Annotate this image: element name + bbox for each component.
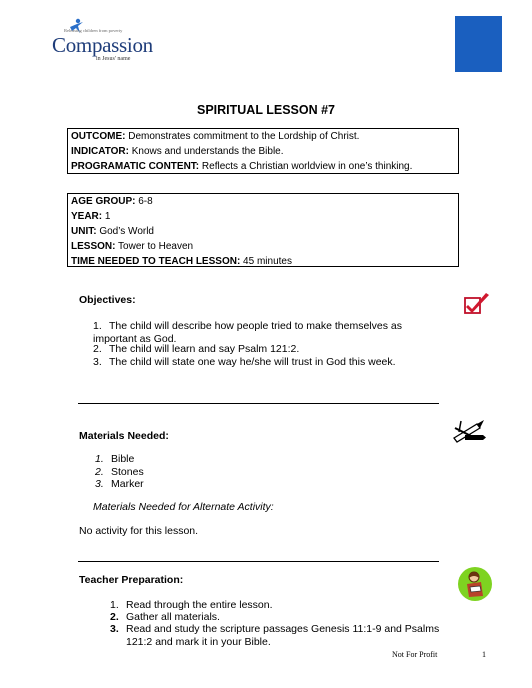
age-group-label: AGE GROUP:	[71, 196, 136, 207]
outcome-box	[67, 128, 459, 174]
outcome-row	[71, 129, 455, 144]
time-needed-label: TIME NEEDED TO TEACH LESSON:	[71, 256, 241, 267]
alternate-activity-text: No activity for this lesson.	[79, 525, 199, 537]
logo-subtitle: in Jesus' name	[96, 56, 131, 62]
blue-brush-block	[455, 16, 502, 72]
material-item-1	[95, 453, 134, 466]
preparation-number: 1.	[110, 599, 119, 611]
year-label: YEAR:	[71, 211, 103, 222]
objective-item-3	[93, 356, 396, 369]
year-value: 1	[102, 211, 111, 222]
material-number: 3.	[95, 478, 104, 490]
lesson-info-box	[67, 193, 459, 267]
preparation-number: 3.	[110, 623, 119, 635]
indicator-value: Knows and understands the Bible.	[128, 146, 284, 157]
age-group-row	[71, 194, 455, 209]
preparation-text: Read through the entire lesson.	[126, 599, 273, 611]
indicator-row	[71, 144, 455, 159]
programatic-content-value: Reflects a Christian worldview in one’s thinking.	[199, 161, 413, 172]
material-text: Marker	[111, 478, 144, 490]
unit-label: UNIT:	[71, 226, 97, 237]
outcome-label: OUTCOME:	[71, 131, 126, 142]
objective-number: 3.	[93, 356, 102, 368]
alternate-materials-heading: Materials Needed for Alternate Activity:	[93, 501, 274, 513]
page-title: SPIRITUAL LESSON #7	[197, 103, 335, 117]
preparation-text: Read and study the scripture passages Genesis 11:1-9 and Psalms	[126, 623, 440, 635]
section-divider	[78, 561, 439, 562]
lesson-value: Tower to Heaven	[115, 241, 194, 252]
unit-value: God’s World	[96, 226, 154, 237]
objective-text: The child will learn and say Psalm 121:2.	[109, 343, 300, 355]
time-needed-row	[71, 254, 455, 269]
lesson-label: LESSON:	[71, 241, 116, 252]
indicator-label: INDICATOR:	[71, 146, 129, 157]
time-needed-value: 45 minutes	[240, 256, 292, 267]
material-text: Stones	[111, 466, 144, 478]
lesson-row	[71, 239, 455, 254]
preparation-heading: Teacher Preparation:	[79, 574, 184, 586]
material-item-3	[95, 478, 144, 491]
preparation-text-continued: 121:2 and mark it in your Bible.	[126, 636, 271, 648]
preparation-item-3	[110, 623, 439, 649]
outcome-value: Demonstrates commitment to the Lordship of Christ.	[125, 131, 360, 142]
objective-number: 1.	[93, 320, 102, 332]
year-row	[71, 209, 455, 224]
logo-wordmark: Compassion	[52, 33, 153, 57]
preparation-text: Gather all materials.	[126, 611, 220, 623]
preparation-number: 2.	[110, 611, 119, 623]
material-number: 1.	[95, 453, 104, 465]
footer-not-for-profit: Not For Profit	[392, 650, 438, 659]
programatic-content-label: PROGRAMATIC CONTENT:	[71, 161, 200, 172]
teacher-reading-icon	[457, 566, 493, 602]
objective-text: The child will describe how people tried to make themselves as	[109, 320, 402, 332]
material-number: 2.	[95, 466, 104, 478]
checkbox-check-icon	[464, 291, 490, 315]
logo-tagline: Releasing children from poverty	[64, 28, 123, 33]
material-text: Bible	[111, 453, 135, 465]
objective-item-2	[93, 343, 299, 356]
page-number: 1	[482, 650, 486, 659]
objectives-heading: Objectives:	[79, 294, 136, 306]
unit-row	[71, 224, 455, 239]
pencil-tools-icon	[451, 418, 487, 444]
objective-text: The child will state one way he/she will trust in God this week.	[109, 356, 396, 368]
objective-text-continued: important as God.	[93, 333, 177, 345]
compassion-logo	[52, 18, 164, 66]
age-group-value: 6-8	[135, 196, 153, 207]
section-divider	[78, 403, 439, 404]
materials-heading: Materials Needed:	[79, 430, 169, 442]
programatic-content-row	[71, 159, 455, 174]
objective-number: 2.	[93, 343, 102, 355]
